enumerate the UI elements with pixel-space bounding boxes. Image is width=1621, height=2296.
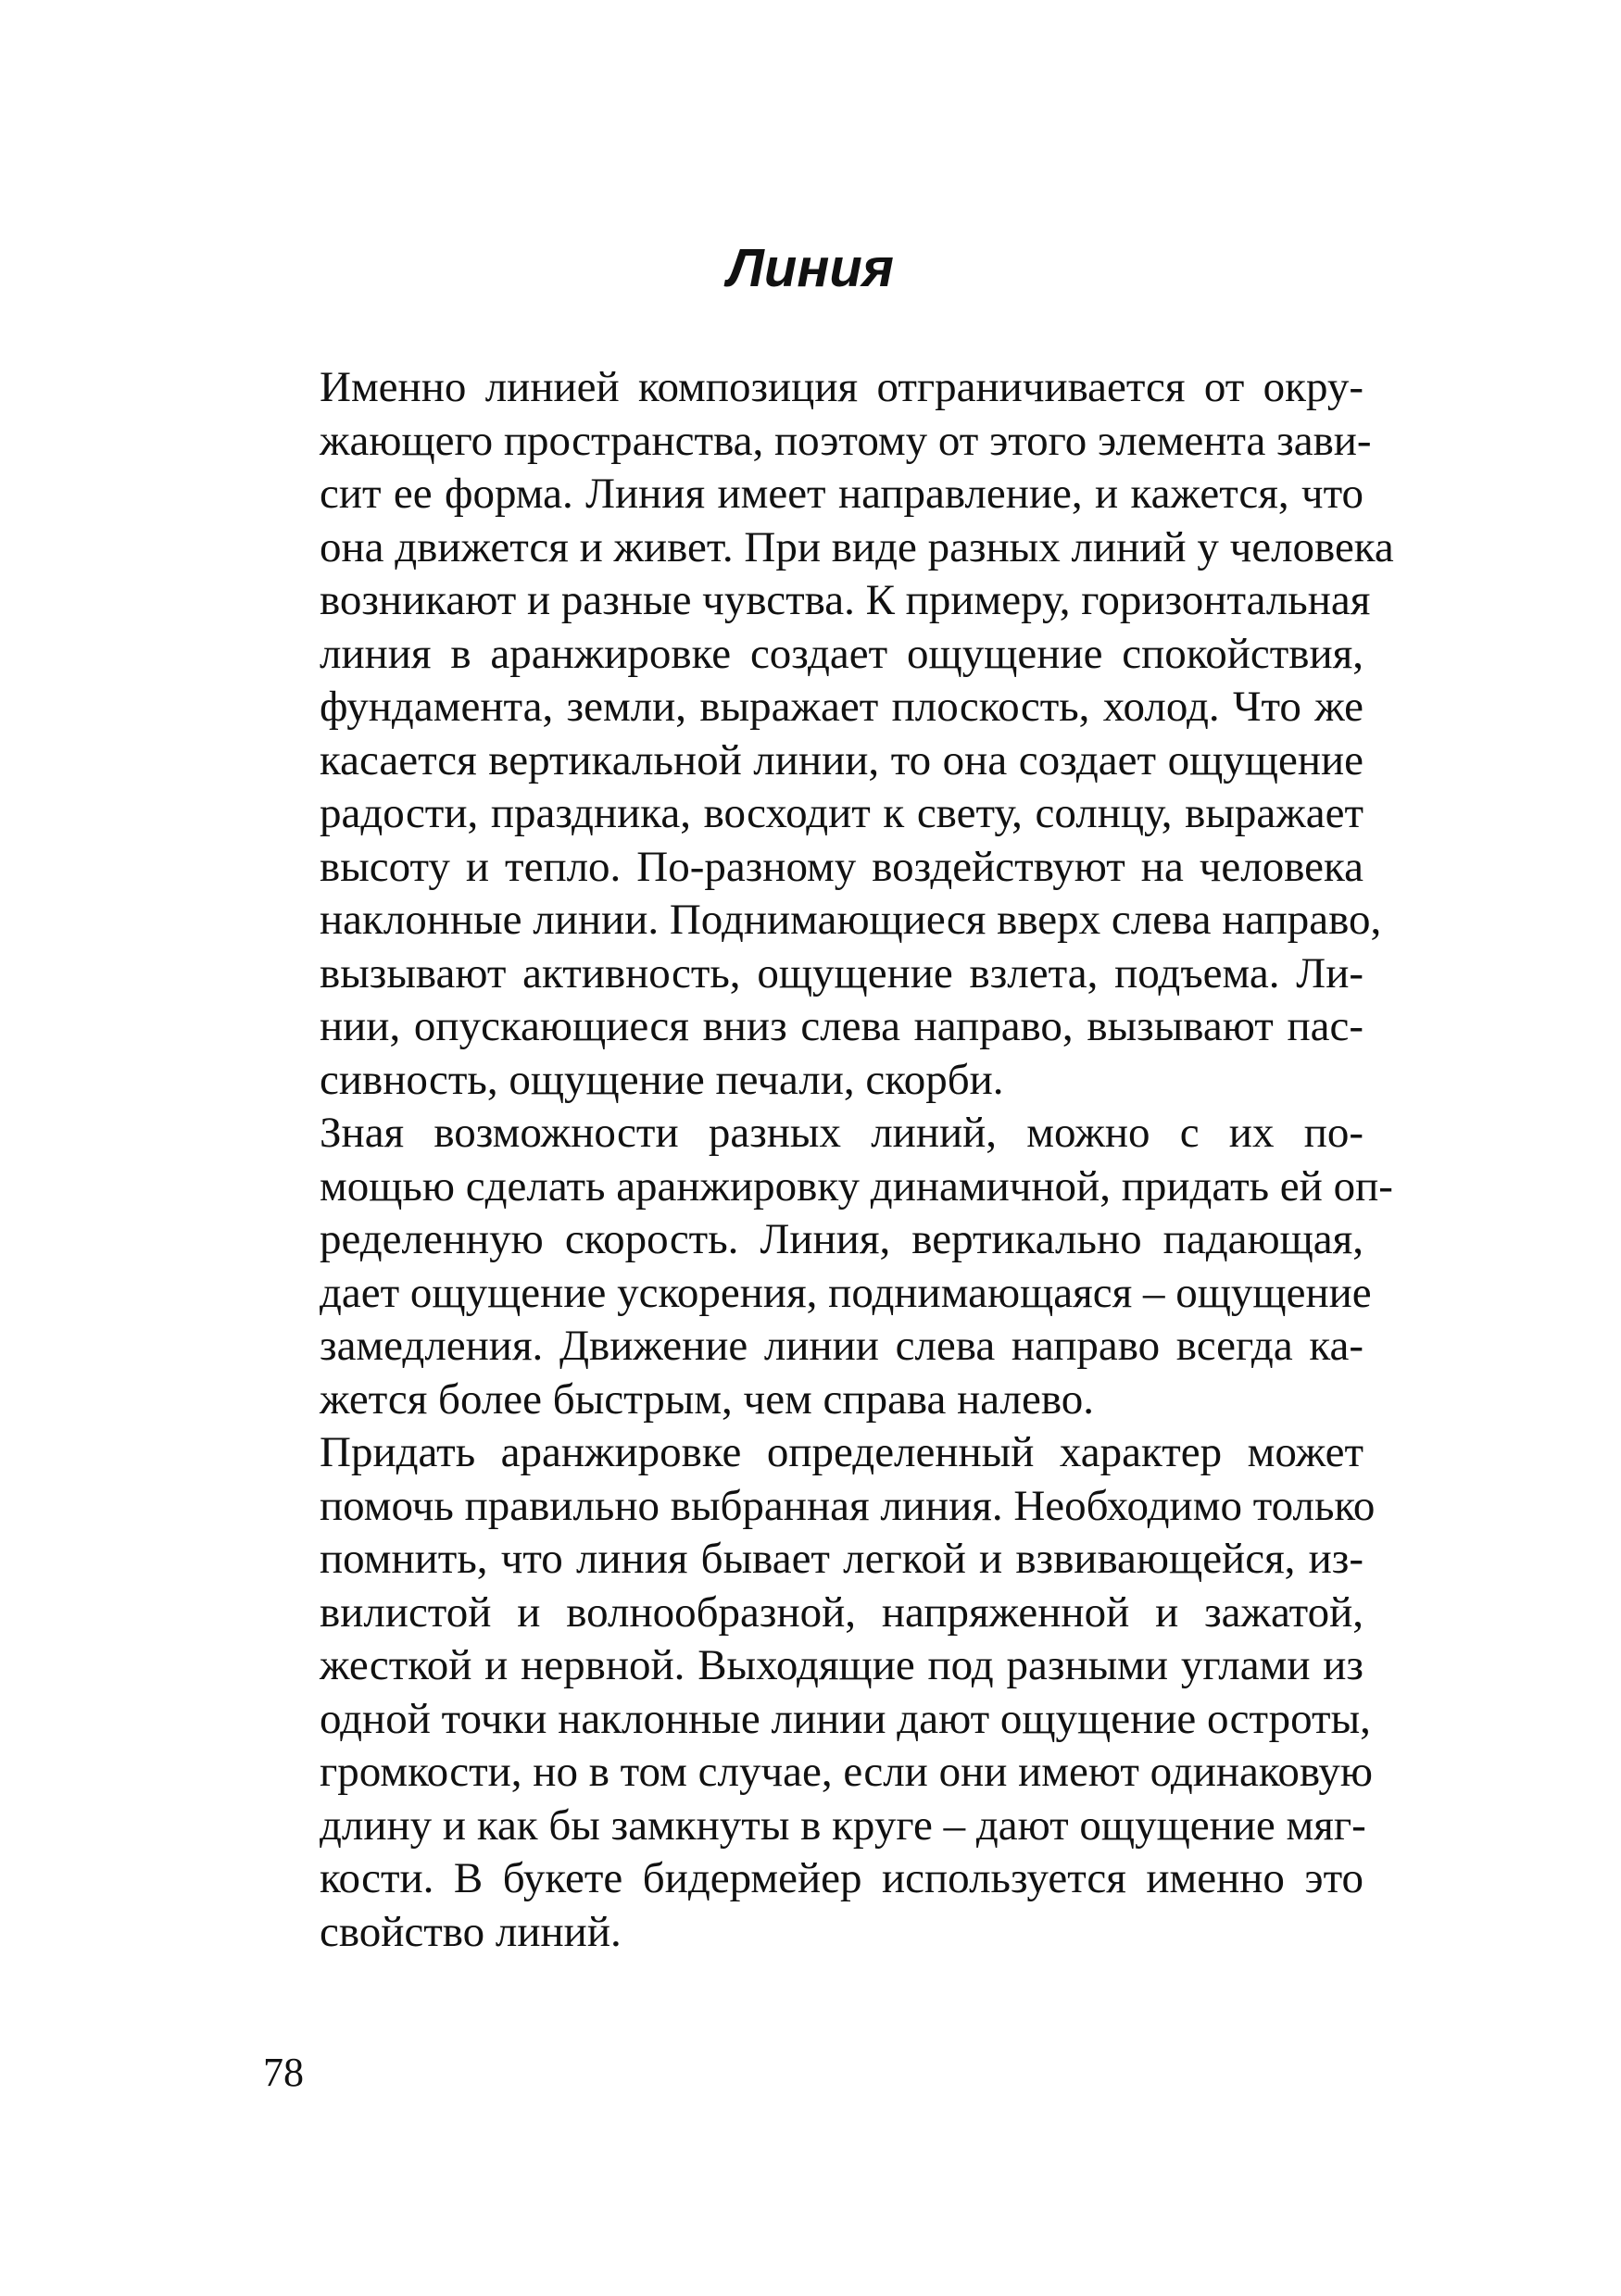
text-line: касается вертикальной линии, то она создает ощущение: [320, 735, 1363, 784]
paragraph: [266, 1107, 1393, 1426]
text-line: помочь правильно выбранная линия. Необходимо только: [320, 1481, 1376, 1530]
paragraph: [266, 1426, 1376, 1959]
text-line: жется более быстрым, чем справа налево.: [320, 1374, 1094, 1424]
text-line: она движется и живет. При виде разных линий у человека: [320, 522, 1394, 571]
text-line: жающего пространства, поэтому от этого элемента зави-: [320, 416, 1372, 465]
text-line: наклонные линии. Поднимающиеся вверх слева направо,: [320, 896, 1382, 944]
text-line: длину и как бы замкнуты в круге – дают ощущение мяг-: [320, 1800, 1366, 1850]
text-line: помнить, что линия бывает легкой и взвивающейся, из-: [320, 1535, 1363, 1583]
text-line: сивность, ощущение печали, скорби.: [320, 1055, 1004, 1104]
text-line: ределенную скорость. Линия, вертикально падающая,: [320, 1215, 1363, 1263]
text-line: возникают и разные чувства. К примеру, горизонтальная: [320, 576, 1371, 624]
text-line: Зная возможности разных линий, можно с их по-: [320, 1109, 1363, 1157]
text-line: дает ощущение ускорения, поднимающаяся – ощущение: [320, 1268, 1372, 1317]
paragraph: [266, 361, 1394, 1107]
body-text: [266, 361, 1394, 1959]
text-line: высоту и тепло. По-разному воздействуют на человека: [320, 842, 1363, 891]
text-line: вызывают активность, ощущение взлета, подъема. Ли-: [320, 948, 1363, 997]
page-number: 78: [263, 2050, 304, 2095]
text-line: фундамента, земли, выражает плоскость, холод. Что же: [320, 683, 1363, 731]
text-line: вилистой и волнообразной, напряженной и зажатой,: [320, 1587, 1363, 1637]
text-line: мощью сделать аранжировку динамичной, придать ей оп-: [320, 1161, 1393, 1211]
text-line: замедления. Движение линии слева направо всегда ка-: [320, 1322, 1363, 1370]
text-line: одной точки наклонные линии дают ощущение остроты,: [320, 1694, 1371, 1743]
text-line: свойство линий.: [320, 1907, 622, 1956]
text-line: радости, праздника, восходит к свету, солнцу, выражает: [320, 789, 1363, 837]
text-line: кости. В букете бидермейер используется именно это: [320, 1854, 1363, 1902]
text-line: нии, опускающиеся вниз слева направо, вызывают пас-: [320, 1002, 1363, 1050]
text-line: Придать аранжировке определенный характер может: [320, 1428, 1363, 1476]
text-line: сит ее форма. Линия имеет направление, и кажется, что: [320, 470, 1363, 518]
page-title: Линия: [727, 238, 894, 298]
text-line: жесткой и нервной. Выходящие под разными углами из: [320, 1641, 1363, 1689]
text-line: линия в аранжировке создает ощущение спокойствия,: [320, 629, 1363, 678]
text-line: громкости, но в том случае, если они имеют одинаковую: [320, 1748, 1374, 1796]
text-line: Именно линией композиция отграничивается от окру-: [320, 363, 1363, 411]
